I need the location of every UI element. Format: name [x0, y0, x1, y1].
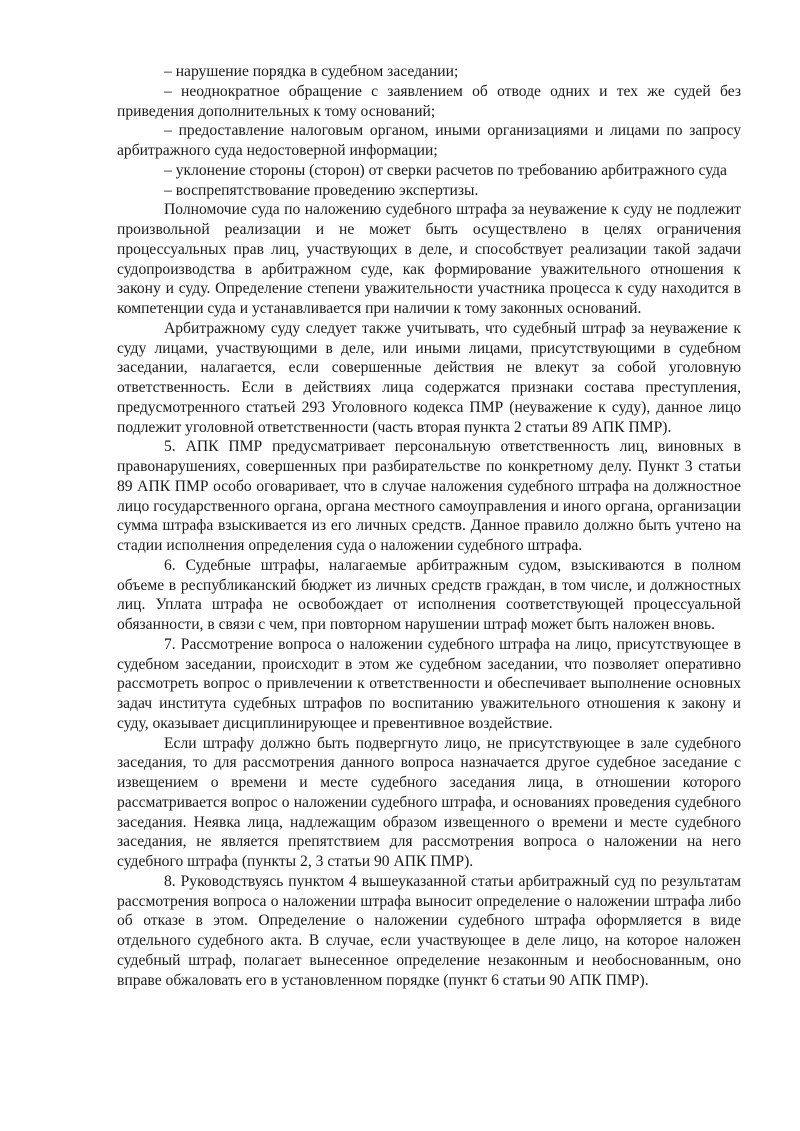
paragraph-item-8: 8. Руководствуясь пунктом 4 вышеуказанной статьи арбитражный суд по результатам рассмотрения вопроса о наложении штрафа выносит определение о наложении штрафа либо об отказе в этом. Определение о наложении судебного штрафа оформляется в виде отдельного судебного акта. В случае, если участвующее в деле лицо, на которое наложен судебный штраф, полагает вынесенное определение незаконным и необоснованным, оно вправе обжаловать его в установленном порядке (пункт 6 статьи 90 АПК ПМР).: [117, 872, 741, 989]
paragraph-item-5: 5. АПК ПМР предусматривает персональную ответственность лиц, виновных в правонарушениях, совершенных при разбирательстве по конкретному делу. Пункт 3 статьи 89 АПК ПМР особо оговаривает, что в случае наложения судебного штрафа на должностное лицо государственного органа, органа местного самоуправления и иного органа, организации сумма штрафа взыскивается из его личных средств. Данное правило должно быть учтено на стадии исполнения определения суда о наложении судебного штрафа.: [117, 438, 741, 554]
document-page: [117, 62, 741, 990]
list-item: – неоднократное обращение с заявлением об отводе одних и тех же судей без приведения дополнительных к тому оснований;: [117, 82, 741, 120]
paragraph-item-7: 7. Рассмотрение вопроса о наложении судебного штрафа на лицо, присутствующее в судебном заседании, происходит в этом же судебном заседании, что позволяет оперативно рассмотреть вопрос о привлечении к ответственности и обеспечивает выполнение основных задач института судебных штрафов по воспитанию уважительного отношения к закону и суду, оказывает дисциплинирующее и превентивное воздействие.: [117, 635, 741, 732]
paragraph-court-authority: Полномочие суда по наложению судебного штрафа за неуважение к суду не подлежит произвольной реализации и не может быть осуществлено в целях ограничения процессуальных прав лиц, участвующих в деле, и способствует реализации такой задачи судопроизводства в арбитражном суде, как формирование уважительного отношения к закону и суду. Определение степени уважительности участника процесса к суду находится в компетенции суда и устанавливается при наличии к тому законных оснований.: [117, 201, 741, 317]
paragraph-criminal-liability: Арбитражному суду следует также учитывать, что судебный штраф за неуважение к суду лицами, участвующими в деле, или иными лицами, присутствующими в судебном заседании, налагается, если совершенные действия не влекут за собой уголовную ответственность. Если в действиях лица содержатся признаки состава преступления, предусмотренного статьей 293 Уголовного кодекса ПМР (неуважение к суду), данное лицо подлежит уголовной ответственности (часть вторая пункта 2 статьи 89 АПК ПМР).: [117, 319, 741, 436]
list-item: – предоставление налоговым органом, иными организациями и лицами по запросу арбитражного суда недостоверной информации;: [117, 122, 741, 159]
list-item: – нарушение порядка в судебном заседании;: [164, 63, 459, 80]
list-item: – воспрепятствование проведению экспертизы.: [164, 181, 479, 199]
paragraph-absent-person: Если штрафу должно быть подвергнуто лицо, не присутствующее в зале судебного заседания, то для рассмотрения данного вопроса назначается другое судебное заседание с извещением о времени и месте судебного заседания лица, в отношении которого рассматривается вопрос о наложении судебного штрафа, и основаниях проведения судебного заседания. Неявка лица, надлежащим образом извещенного о времени и месте судебного заседания, не является препятствием для рассмотрения вопроса о наложении на него судебного штрафа (пункты 2, 3 статьи 90 АПК ПМР).: [117, 734, 741, 870]
list-item: – уклонение стороны (сторон) от сверки расчетов по требованию арбитражного суда: [164, 161, 727, 179]
paragraph-item-6: 6. Судебные штрафы, налагаемые арбитражным судом, взыскиваются в полном объеме в республиканский бюджет из личных средств граждан, в том числе, и должностных лиц. Уплата штрафа не освобождает от исполнения соответствующей процессуальной обязанности, в связи с чем, при повторном нарушении штраф может быть наложен вновь.: [117, 556, 741, 633]
